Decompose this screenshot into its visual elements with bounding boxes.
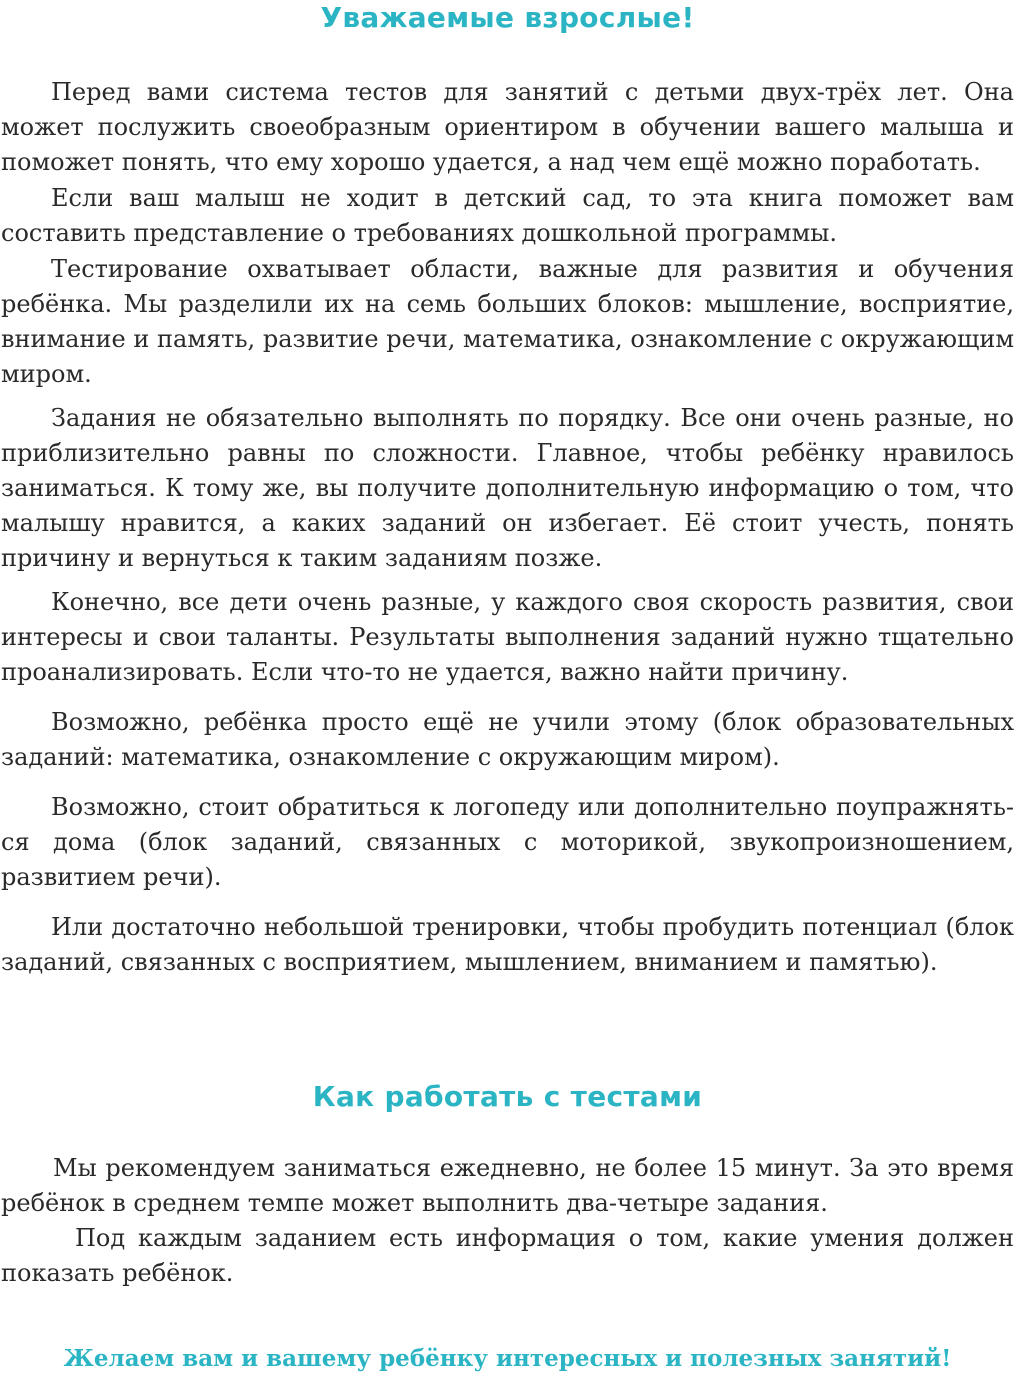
intro-paragraph-4: Задания не обязательно выполнять по порядку. Все они очень разные, но приблизительно равны по сложности. Главное, чтобы ребёнку нравилось заниматься. К тому же, вы получите дополнительную информацию о том, что малышу нравится, а каких заданий он избегает. Её стоит учесть, понять причину и вернуться к таким заданиям позже. xyxy=(1,404,1014,572)
section-title: Как работать с тестами xyxy=(312,1080,703,1113)
intro-paragraph-3: Тестирование охватывает области, важные для развития и обучения ребёнка. Мы разделили их на семь больших блоков: мышление, восприятие, внимание и память, развитие речи, математика, ознакомление с окружающим миром. xyxy=(1,255,1014,388)
closing-line: Желаем вам и вашему ребёнку интересных и полезных занятий! xyxy=(63,1345,952,1372)
page xyxy=(0,1,1016,1377)
howto-paragraph-2: Под каждым заданием есть информация о том, какие умения должен показать ребёнок. xyxy=(1,1224,1014,1287)
howto-section xyxy=(1,1151,1014,1291)
intro-section xyxy=(1,75,1014,980)
howto-paragraph-1: Мы рекомендуем заниматься ежедневно, не более 15 минут. За это время ребёнок в среднем темпе может выполнить два-четыре задания. xyxy=(1,1154,1014,1217)
intro-paragraph-1: Перед вами система тестов для занятий с детьми двух-трёх лет. Она может послужить своеобразным ориентиром в обучении вашего малыша и поможет понять, что ему хорошо удается, а над чем ещё можно поработать. xyxy=(1,78,1014,176)
intro-paragraph-8: Или достаточно небольшой тренировки, чтобы пробудить потенциал (блок заданий, связанных с восприятием, мышлением, вниманием и памятью). xyxy=(1,913,1014,976)
intro-paragraph-5: Конечно, все дети очень разные, у каждого своя скорость развития, свои интересы и свои таланты. Результаты выполнения заданий нужно тщательно проанализировать. Если что-то не удается, важно найти причину. xyxy=(1,588,1014,686)
intro-paragraph-7: Возможно, стоит обратиться к логопеду или дополнительно поупражняться дома (блок заданий, связанных с моторикой, звукопроизношением, развитием речи). xyxy=(1,793,1014,891)
intro-paragraph-2: Если ваш малыш не ходит в детский сад, то эта книга поможет вам составить представление о требованиях дошкольной программы. xyxy=(1,184,1014,247)
intro-paragraph-6: Возможно, ребёнка просто ещё не учили этому (блок образовательных заданий: математика, ознакомление с окружающим миром). xyxy=(1,708,1014,771)
page-title: Уважаемые взрослые! xyxy=(320,1,695,34)
